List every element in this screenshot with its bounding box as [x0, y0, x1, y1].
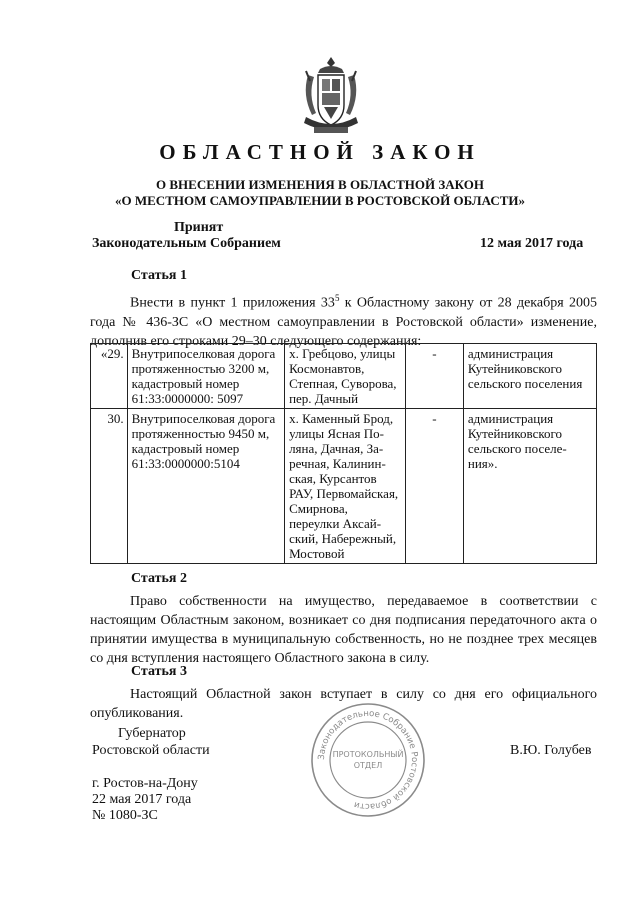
- article1-intro-text-b: к Областному закону от 28 декабря 2005 года № 436-ЗС «О местном самоуправлении в Ростовской области» изменение, дополнив его строками 29–30 следующего содержания:: [90, 295, 597, 349]
- coat-of-arms-emblem: [300, 55, 362, 137]
- signatory-position-line1: Губернатор: [118, 726, 186, 741]
- document-subtitle-line1: О ВНЕСЕНИИ ИЗМЕНЕНИЯ В ОБЛАСТНОЙ ЗАКОН: [156, 177, 484, 192]
- document-title: ОБЛАСТНОЙ ЗАКОН: [159, 140, 481, 164]
- signing-date: 22 мая 2017 года: [92, 792, 192, 807]
- streets-description: х. Каменный Брод, улицы Ясная Поляна, Дачная, Заречная, Калининская, Курсантов РАУ, Первомайская, Смирнова, переулки Аксайский, Набережный, Мостовой: [285, 409, 406, 564]
- table-row: [91, 344, 597, 409]
- accepted-label: Принят: [174, 220, 224, 235]
- table-row: [91, 409, 597, 564]
- document-subtitle-line2: «О МЕСТНОМ САМОУПРАВЛЕНИИ В РОСТОВСКОЙ ОБЛАСТИ»: [115, 193, 525, 208]
- stamp-center-line2: ОТДЕЛ: [353, 761, 383, 770]
- article1-heading: Статья 1: [131, 268, 187, 283]
- amendment-table: [90, 343, 597, 564]
- road-description: Внутрипоселковая дорога протяженностью 3200 м, кадастровый номер 61:33:0000000: 5097: [127, 344, 284, 409]
- streets-description: х. Гребцово, улицы Космонавтов, Степная, Суворова, пер. Дачный: [285, 344, 406, 409]
- official-stamp: [308, 700, 428, 820]
- signatory-name: В.Ю. Голубев: [510, 743, 592, 758]
- article1-intro: [90, 289, 597, 351]
- article2-text: [90, 592, 597, 668]
- accepted-by-body: Законодательным Собранием: [92, 236, 281, 251]
- road-description: Внутрипоселковая дорога протяженностью 9450 м, кадастровый номер 61:33:0000000:5104: [127, 409, 284, 564]
- article3-heading: Статья 3: [131, 664, 187, 679]
- row-number: 30.: [91, 409, 128, 564]
- signing-city: г. Ростов-на-Дону: [92, 776, 198, 791]
- article3-paragraph: Настоящий Областной закон вступает в силу со дня его официального опубликования.: [90, 687, 597, 721]
- law-number: № 1080-ЗС: [92, 808, 158, 823]
- stamp-center-line1: ПРОТОКОЛЬНЫЙ: [332, 750, 404, 759]
- article1-intro-text-a: Внести в пункт 1 приложения 33: [130, 295, 335, 311]
- empty-cell-dash: -: [405, 409, 463, 564]
- signatory-position-line2: Ростовской области: [92, 743, 210, 758]
- administration-name: администрация Кутейниковского сельского поселения».: [463, 409, 596, 564]
- article2-heading: Статья 2: [131, 571, 187, 586]
- article2-paragraph: Право собственности на имущество, передаваемое в соответствии с настоящим Областным законом, возникает со дня подписания передаточного акта о принятии имущества в муниципальную собственность, но не позднее трех месяцев со дня вступления настоящего Областного закона в силу.: [90, 594, 597, 666]
- administration-name: администрация Кутейниковского сельского поселения: [463, 344, 596, 409]
- empty-cell-dash: -: [405, 344, 463, 409]
- stamp-ring-text: Законодательное Собрание Ростовской области: [316, 708, 420, 812]
- article1-intro-superscript: 5: [334, 293, 340, 303]
- adoption-date: 12 мая 2017 года: [480, 236, 584, 251]
- row-number: «29.: [91, 344, 128, 409]
